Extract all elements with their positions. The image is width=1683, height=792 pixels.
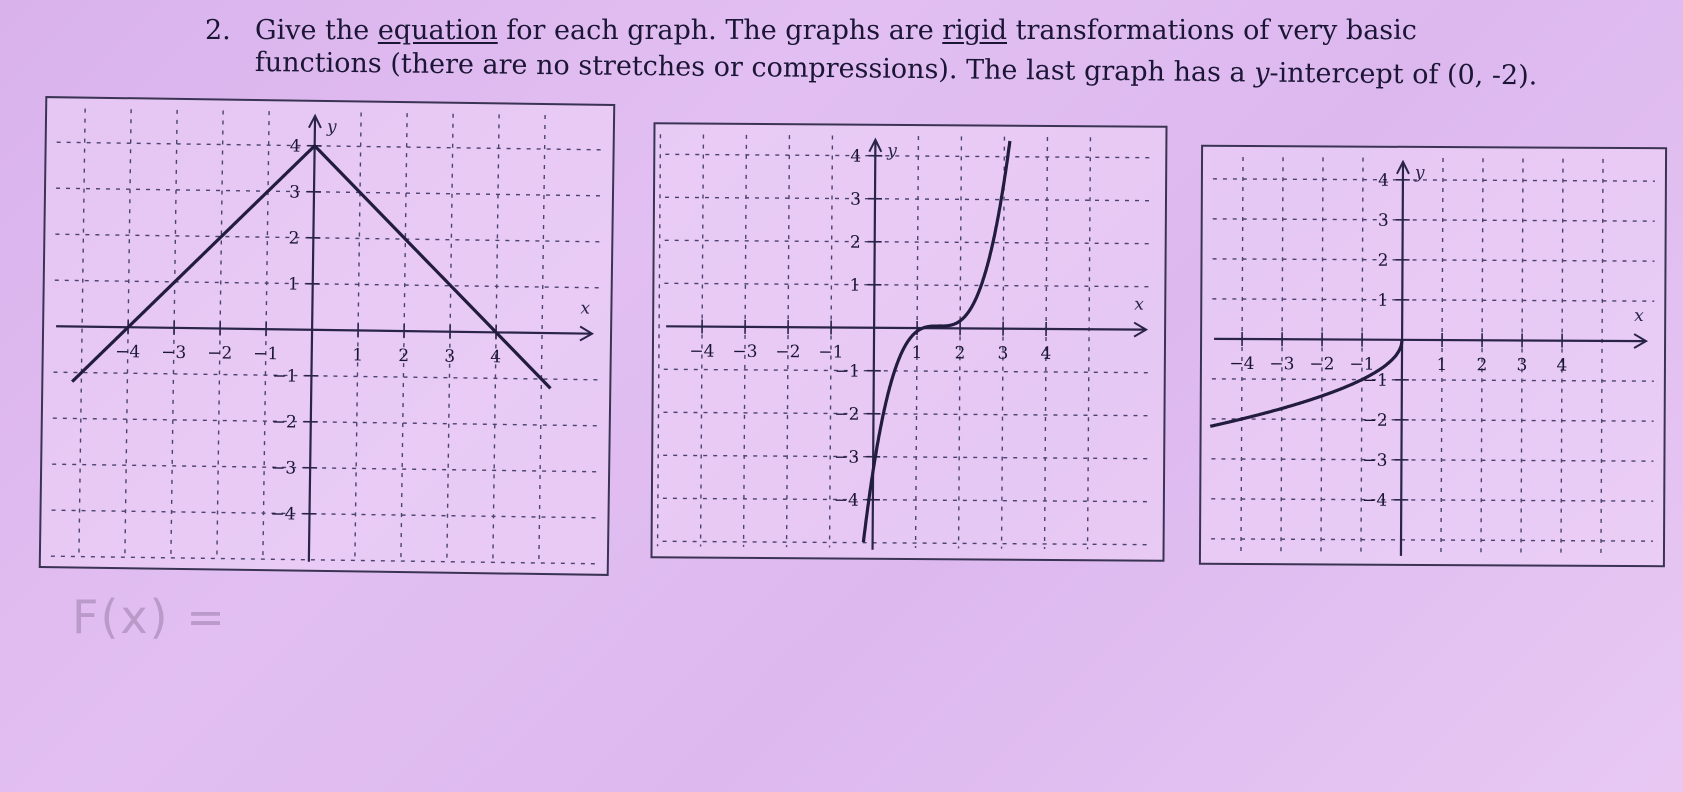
- grid-line-horizontal: [663, 455, 1153, 458]
- y-tick-label: 2: [1377, 250, 1389, 271]
- grid-line-horizontal: [665, 197, 1155, 200]
- y-tick-label: −2: [834, 404, 860, 425]
- x-tick-label: 1: [911, 343, 923, 364]
- x-axis-label: x: [580, 298, 591, 319]
- x-tick-label: 3: [997, 343, 1009, 364]
- y-tick-label: 1: [287, 274, 299, 295]
- x-axis: [56, 326, 592, 333]
- x-axis-label: x: [1634, 306, 1644, 327]
- grid-line-vertical: [701, 135, 704, 547]
- text-segment: Give the: [255, 15, 378, 46]
- grid-line-horizontal: [1212, 419, 1654, 421]
- grid-line-horizontal: [56, 188, 602, 196]
- x-tick-label: 1: [352, 345, 364, 366]
- y-tick-label: −4: [833, 490, 859, 511]
- grid-line-vertical: [959, 136, 962, 548]
- grid-line-vertical: [916, 136, 919, 548]
- graph-canvas: [41, 98, 613, 574]
- graph-2-cubic: [650, 122, 1167, 562]
- x-axis-label: x: [1134, 294, 1144, 315]
- graph-canvas: [652, 124, 1165, 560]
- text-segment: transformations of very basic: [1007, 15, 1417, 46]
- grid-line-vertical: [539, 115, 545, 563]
- y-axis: [873, 140, 876, 550]
- y-tick-label: 4: [289, 136, 301, 157]
- grid-line-horizontal: [1212, 379, 1654, 381]
- y-tick-label: 1: [849, 275, 861, 296]
- grid-line-horizontal: [663, 541, 1153, 544]
- y-tick-label: −2: [1362, 410, 1388, 431]
- x-tick-label: 2: [1476, 355, 1488, 376]
- text-segment: functions (there are no stretches or compressions). The last graph has a: [254, 47, 1255, 89]
- x-tick-label: 4: [1556, 355, 1568, 376]
- grid-line-horizontal: [1212, 299, 1654, 301]
- x-tick-label: −2: [775, 342, 801, 363]
- x-tick-label: 2: [954, 343, 966, 364]
- grid-line-horizontal: [663, 498, 1153, 501]
- y-axis: [1401, 162, 1403, 556]
- graph-canvas: [1201, 147, 1665, 565]
- grid-line-horizontal: [665, 240, 1155, 243]
- grid-line-horizontal: [57, 142, 603, 150]
- x-tick-label: 3: [444, 346, 456, 367]
- x-axis: [666, 326, 1146, 329]
- text-segment: -intercept of (0, -2).: [1269, 57, 1538, 92]
- x-tick-label: −4: [689, 341, 715, 362]
- y-tick-label: −3: [1362, 450, 1388, 471]
- y-axis-label: y: [1414, 162, 1425, 183]
- grid-line-horizontal: [1211, 459, 1653, 461]
- grid-line-horizontal: [52, 464, 598, 472]
- handwritten-answer: F(x) =: [72, 590, 227, 644]
- grid-line-horizontal: [51, 556, 597, 564]
- grid-line-vertical: [744, 135, 747, 547]
- y-tick-label: 4: [1378, 170, 1389, 191]
- y-axis-label: y: [887, 140, 898, 161]
- x-tick-label: −3: [732, 341, 758, 362]
- grid-line-horizontal: [53, 418, 599, 426]
- x-tick-label: 3: [1516, 355, 1528, 376]
- problem-number: 2.: [205, 15, 231, 46]
- y-tick-label: 2: [849, 232, 861, 253]
- x-tick-label: 4: [490, 347, 502, 368]
- y-tick-label: −1: [834, 361, 860, 382]
- y-tick-label: −3: [270, 458, 297, 479]
- grid-line-horizontal: [1211, 499, 1653, 501]
- y-tick-label: −1: [1362, 370, 1388, 391]
- grid-line-vertical: [1601, 159, 1603, 555]
- x-tick-label: −1: [253, 343, 279, 365]
- text-segment: for each graph. The graphs are: [497, 15, 943, 46]
- y-tick-label: 3: [850, 189, 862, 210]
- y-tick-label: −4: [1362, 490, 1388, 511]
- x-tick-label: −3: [161, 342, 187, 364]
- y-tick-label: −2: [271, 412, 297, 433]
- grid-line-vertical: [79, 109, 85, 557]
- grid-line-horizontal: [1213, 219, 1655, 221]
- grid-line-horizontal: [664, 369, 1154, 372]
- x-tick-label: −4: [1229, 353, 1255, 375]
- grid-line-horizontal: [665, 154, 1155, 157]
- y-tick-label: 2: [288, 228, 300, 249]
- grid-line-horizontal: [664, 283, 1154, 286]
- x-tick-label: 1: [1436, 355, 1448, 376]
- y-tick-label: −1: [272, 366, 298, 387]
- y-tick-label: 3: [289, 182, 301, 203]
- grid-line-horizontal: [1211, 539, 1653, 541]
- y-tick-label: −4: [270, 504, 296, 525]
- y-axis-label: y: [326, 116, 337, 138]
- y-tick-label: 3: [1377, 210, 1389, 231]
- function-curve: [863, 140, 1010, 543]
- grid-line-horizontal: [664, 412, 1154, 415]
- graph-1-absolute-value: [39, 96, 616, 576]
- x-tick-label: 4: [1040, 343, 1052, 364]
- x-tick-label: −1: [1349, 354, 1375, 375]
- problem-line-1: [255, 16, 1417, 46]
- grid-line-vertical: [658, 134, 661, 546]
- italic-y: y: [1254, 57, 1270, 89]
- underlined-rigid: rigid: [942, 15, 1008, 46]
- grid-line-horizontal: [1213, 179, 1655, 181]
- grid-line-vertical: [1088, 137, 1091, 549]
- grid-line-horizontal: [1213, 259, 1655, 261]
- x-tick-label: −1: [818, 342, 844, 363]
- x-tick-label: −2: [207, 343, 233, 364]
- x-tick-label: −3: [1269, 354, 1295, 375]
- y-tick-label: 1: [1377, 290, 1389, 311]
- grid-line-horizontal: [55, 280, 601, 288]
- problem-line-2: [255, 48, 1538, 91]
- underlined-equation: equation: [377, 15, 498, 46]
- x-axis: [1214, 339, 1646, 341]
- grid-line-horizontal: [53, 372, 599, 380]
- x-tick-label: −4: [115, 342, 141, 363]
- grid-line-vertical: [787, 135, 790, 547]
- y-tick-label: 4: [850, 146, 862, 167]
- y-axis: [309, 116, 315, 562]
- grid-line-horizontal: [55, 234, 601, 242]
- y-tick-label: −3: [834, 447, 860, 468]
- x-tick-label: −2: [1309, 354, 1335, 375]
- graph-3-square-root: [1199, 145, 1667, 567]
- x-tick-label: 2: [398, 345, 410, 367]
- grid-line-horizontal: [52, 510, 598, 518]
